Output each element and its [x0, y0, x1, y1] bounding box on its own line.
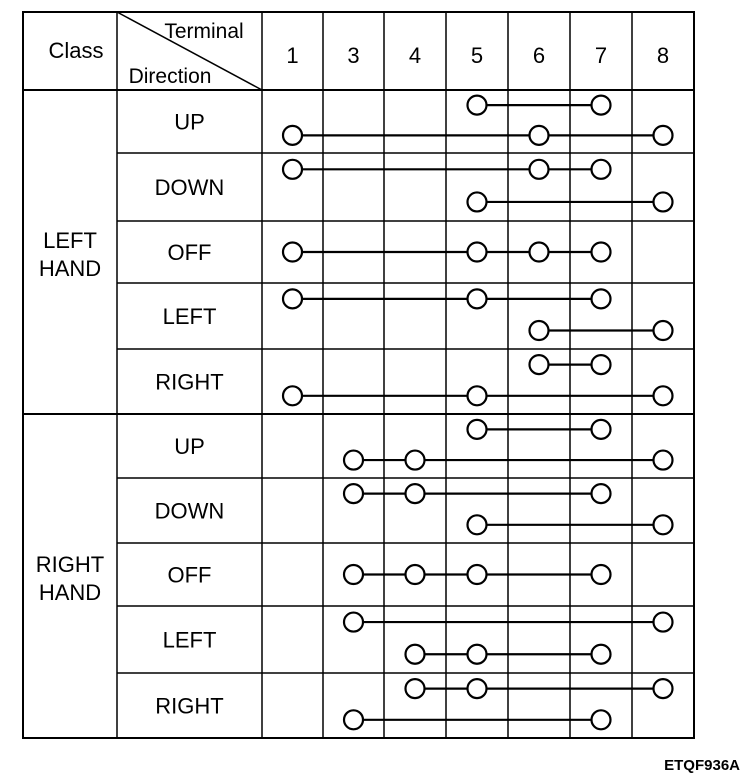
terminal-contact-7 — [592, 420, 611, 439]
terminal-contact-8 — [654, 192, 673, 211]
connection-layer — [283, 96, 673, 730]
direction-label: OFF — [167, 240, 212, 265]
terminal-contact-8 — [654, 613, 673, 632]
class-header: Class — [48, 38, 104, 63]
terminal-contact-5 — [468, 243, 487, 262]
terminal-number-4: 4 — [408, 43, 422, 68]
terminal-contact-3 — [344, 613, 363, 632]
class-label: RIGHT — [35, 552, 105, 577]
terminal-contact-8 — [654, 126, 673, 145]
terminal-contact-3 — [344, 484, 363, 503]
terminal-contact-8 — [654, 451, 673, 470]
terminal-contact-3 — [344, 710, 363, 729]
terminal-contact-6 — [530, 160, 549, 179]
direction-header: Direction — [128, 65, 212, 88]
terminal-contact-4 — [406, 451, 425, 470]
direction-label: LEFT — [162, 627, 217, 653]
terminal-contact-7 — [592, 243, 611, 262]
terminal-contact-4 — [406, 565, 425, 584]
figure-code: ETQF936A — [664, 757, 740, 774]
direction-label: UP — [174, 434, 205, 459]
terminal-contact-4 — [406, 679, 425, 698]
terminal-number-row — [286, 43, 669, 68]
terminal-contact-3 — [344, 451, 363, 470]
terminal-number-7: 7 — [594, 43, 608, 68]
terminal-contact-5 — [468, 386, 487, 405]
class-label: LEFT — [43, 228, 97, 253]
terminal-contact-5 — [468, 515, 487, 534]
terminal-number-5: 5 — [470, 43, 484, 68]
class-column — [36, 228, 104, 605]
terminal-contact-8 — [654, 386, 673, 405]
terminal-contact-7 — [592, 710, 611, 729]
direction-label: LEFT — [162, 304, 217, 329]
direction-label: DOWN — [154, 175, 225, 200]
direction-label: RIGHT — [155, 369, 224, 395]
terminal-contact-1 — [283, 126, 302, 145]
terminal-contact-6 — [530, 321, 549, 340]
terminal-contact-5 — [468, 645, 487, 664]
terminal-contact-1 — [283, 160, 302, 179]
terminal-contact-6 — [530, 243, 549, 262]
terminal-contact-8 — [654, 679, 673, 698]
terminal-contact-8 — [654, 515, 673, 534]
terminal-contact-4 — [406, 484, 425, 503]
direction-label: UP — [174, 109, 205, 135]
terminal-contact-5 — [468, 192, 487, 211]
terminal-contact-6 — [530, 126, 549, 145]
terminal-contact-3 — [344, 565, 363, 584]
terminal-header: Terminal — [164, 20, 244, 43]
class-label: HAND — [38, 256, 102, 281]
terminal-contact-1 — [283, 386, 302, 405]
direction-label: DOWN — [154, 498, 225, 524]
terminal-contact-1 — [283, 289, 302, 308]
terminal-contact-5 — [468, 420, 487, 439]
terminal-number-8: 8 — [656, 43, 670, 68]
terminal-number-1: 1 — [286, 43, 299, 68]
terminal-contact-6 — [530, 355, 549, 374]
direction-label: RIGHT — [155, 693, 224, 719]
terminal-contact-8 — [654, 321, 673, 340]
terminal-contact-7 — [592, 355, 611, 374]
terminal-number-3: 3 — [347, 43, 360, 68]
terminal-contact-5 — [468, 96, 487, 115]
terminal-contact-5 — [468, 565, 487, 584]
terminal-contact-7 — [592, 160, 611, 179]
terminal-contact-7 — [592, 289, 611, 308]
class-label: HAND — [38, 580, 102, 605]
terminal-contact-7 — [592, 96, 611, 115]
direction-label: OFF — [167, 562, 212, 588]
terminal-contact-7 — [592, 484, 611, 503]
terminal-contact-4 — [406, 645, 425, 664]
terminal-contact-1 — [283, 243, 302, 262]
terminal-contact-7 — [592, 565, 611, 584]
terminal-contact-5 — [468, 289, 487, 308]
terminal-contact-7 — [592, 645, 611, 664]
terminal-contact-5 — [468, 679, 487, 698]
terminal-number-6: 6 — [532, 43, 546, 68]
